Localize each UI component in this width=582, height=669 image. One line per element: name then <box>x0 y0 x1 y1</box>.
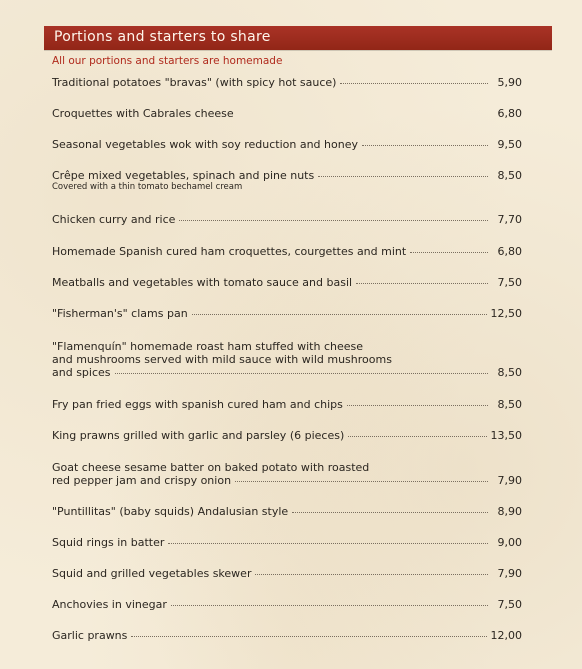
leader-dots <box>131 636 486 637</box>
leader-dots <box>235 481 488 482</box>
leader-dots <box>362 145 488 146</box>
leader-dots <box>192 314 487 315</box>
leader-dots <box>115 373 488 374</box>
item-name: Crêpe mixed vegetables, spinach and pine nuts <box>52 169 315 182</box>
menu-item <box>52 169 522 192</box>
menu-item <box>52 307 522 320</box>
item-price: 8,90 <box>497 505 522 518</box>
item-name: King prawns grilled with garlic and parsley (6 pieces) <box>52 429 345 442</box>
item-name-line: "Flamenquín" homemade roast ham stuffed with cheese <box>52 340 364 353</box>
item-price: 9,00 <box>497 536 522 549</box>
item-name: and spices <box>52 366 111 379</box>
item-price: 6,80 <box>497 245 522 258</box>
item-name-line: Goat cheese sesame batter on baked potato with roasted <box>52 461 370 474</box>
menu-item <box>52 398 522 411</box>
item-price: 7,70 <box>497 213 522 226</box>
menu-item <box>52 276 522 289</box>
item-name: Meatballs and vegetables with tomato sauce and basil <box>52 276 353 289</box>
leader-dots <box>347 405 488 406</box>
leader-dots <box>340 83 488 84</box>
menu-item <box>52 461 522 487</box>
item-name: Squid and grilled vegetables skewer <box>52 567 252 580</box>
menu-item <box>52 567 522 580</box>
leader-dots <box>179 220 488 221</box>
item-name: "Fisherman's" clams pan <box>52 307 188 320</box>
leader-dots <box>168 543 488 544</box>
item-price: 8,50 <box>497 366 522 379</box>
item-price: 8,50 <box>497 398 522 411</box>
menu-item <box>52 429 522 442</box>
menu-item <box>52 340 522 379</box>
menu-item <box>52 629 522 642</box>
menu-item <box>52 536 522 549</box>
item-price: 12,00 <box>490 629 522 642</box>
menu-item <box>52 213 522 226</box>
leader-dots <box>255 574 488 575</box>
item-name-line: and mushrooms served with mild sauce with wild mushrooms <box>52 353 392 366</box>
leader-dots <box>318 176 488 177</box>
item-price: 6,80 <box>497 107 522 120</box>
item-name: Anchovies in vinegar <box>52 598 167 611</box>
item-price: 12,50 <box>490 307 522 320</box>
item-price: 13,50 <box>490 429 522 442</box>
item-name: Garlic prawns <box>52 629 128 642</box>
item-note: Covered with a thin tomato bechamel cream <box>52 182 243 192</box>
item-name: "Puntillitas" (baby squids) Andalusian style <box>52 505 289 518</box>
section-subtitle: All our portions and starters are homemade <box>52 55 283 67</box>
leader-dots <box>356 283 488 284</box>
item-price: 7,90 <box>497 474 522 487</box>
item-price: 7,50 <box>497 276 522 289</box>
item-name: Croquettes with Cabrales cheese <box>52 107 234 120</box>
item-name: Chicken curry and rice <box>52 213 176 226</box>
item-name: Homemade Spanish cured ham croquettes, courgettes and mint <box>52 245 407 258</box>
menu-item <box>52 138 522 151</box>
item-price: 7,50 <box>497 598 522 611</box>
item-name: Fry pan fried eggs with spanish cured ham and chips <box>52 398 343 411</box>
item-name: Seasonal vegetables wok with soy reduction and honey <box>52 138 358 151</box>
menu-item <box>52 598 522 611</box>
item-name: red pepper jam and crispy onion <box>52 474 232 487</box>
section-header-bar <box>44 26 552 50</box>
menu-item <box>52 505 522 518</box>
menu-item <box>52 245 522 258</box>
item-name: Squid rings in batter <box>52 536 165 549</box>
item-price: 8,50 <box>497 169 522 182</box>
leader-dots <box>238 114 488 115</box>
leader-dots <box>171 605 488 606</box>
leader-dots <box>348 436 486 437</box>
item-price: 5,90 <box>497 76 522 89</box>
menu-item <box>52 76 522 89</box>
menu-item <box>52 107 522 120</box>
leader-dots <box>292 512 488 513</box>
item-name: Traditional potatoes "bravas" (with spicy hot sauce) <box>52 76 337 89</box>
leader-dots <box>410 252 488 253</box>
item-price: 7,90 <box>497 567 522 580</box>
item-price: 9,50 <box>497 138 522 151</box>
section-title: Portions and starters to share <box>54 29 271 45</box>
